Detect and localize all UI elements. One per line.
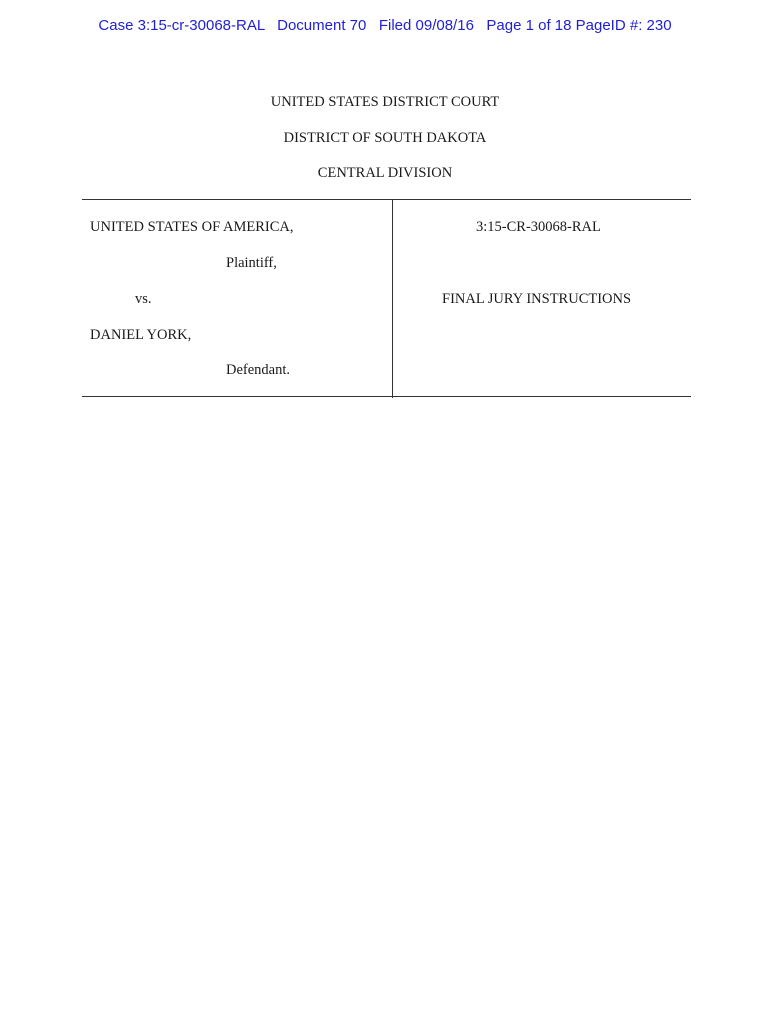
- defendant-role: Defendant.: [226, 362, 291, 378]
- case-number: 3:15-CR-30068-RAL: [476, 219, 601, 235]
- document-title: FINAL JURY INSTRUCTIONS: [442, 291, 632, 307]
- court-name: UNITED STATES DISTRICT COURT: [270, 94, 500, 110]
- caption-top-rule: [82, 199, 691, 200]
- plaintiff-name: UNITED STATES OF AMERICA,: [90, 219, 294, 235]
- plaintiff-role: Plaintiff,: [226, 255, 277, 271]
- ecf-filing-header: Case 3:15-cr-30068-RAL Document 70 Filed 09/08/16 Page 1 of 18 PageID #: 230: [98, 17, 672, 34]
- caption-bottom-rule: [82, 396, 691, 397]
- defendant-name: DANIEL YORK,: [90, 327, 192, 343]
- court-district: DISTRICT OF SOUTH DAKOTA: [283, 130, 487, 146]
- court-division: CENTRAL DIVISION: [317, 165, 453, 181]
- caption-divider: [392, 200, 393, 398]
- versus-label: vs.: [135, 291, 152, 307]
